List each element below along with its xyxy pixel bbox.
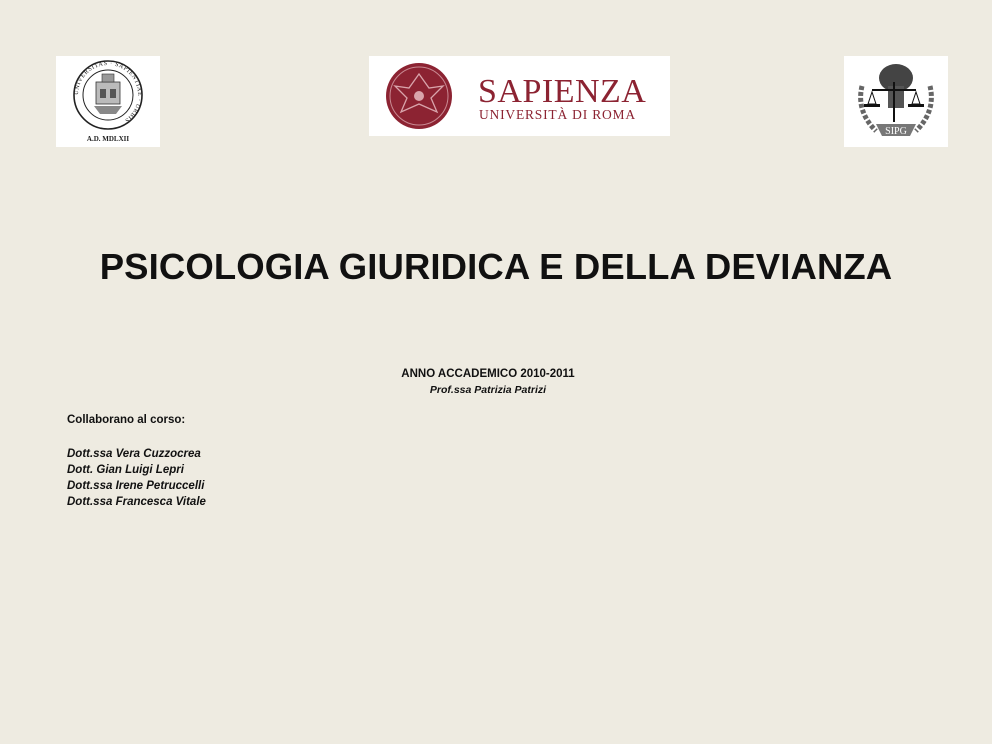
svg-text:SIPG: SIPG [885,126,907,137]
sipg-scales-emblem-icon [844,56,948,147]
list-item: Dott.ssa Vera Cuzzocrea [67,448,201,460]
university-seal-logo [56,56,160,147]
svg-text:UNIVERSITÀ DI ROMA: UNIVERSITÀ DI ROMA [479,107,636,122]
sipg-logo [844,56,948,147]
list-item: Dott.ssa Irene Petruccelli [67,480,205,492]
svg-text:UNIVERSITAS · SAPIENTIAE · URB: UNIVERSITAS · SAPIENTIAE · URBIS [72,59,144,125]
professor-name: Prof.ssa Patrizia Patrizi [429,384,547,396]
collaborators-list [67,446,206,510]
list-item: Dott.ssa Francesca Vitale [67,496,206,508]
university-seal-icon [56,56,160,147]
sapienza-emblem-icon [369,56,670,136]
academic-year: ANNO ACCADEMICO 2010-2011 [401,368,575,380]
collaborators-heading: Collaborano al corso: [67,414,186,426]
svg-text:SAPIENZA: SAPIENZA [478,73,647,110]
list-item: Dott. Gian Luigi Lepri [67,464,184,476]
svg-text:A.D. MDLXII: A.D. MDLXII [86,135,130,143]
page-title: PSICOLOGIA GIURIDICA E DELLA DEVIANZA [99,246,893,287]
sapienza-logo [369,56,670,136]
